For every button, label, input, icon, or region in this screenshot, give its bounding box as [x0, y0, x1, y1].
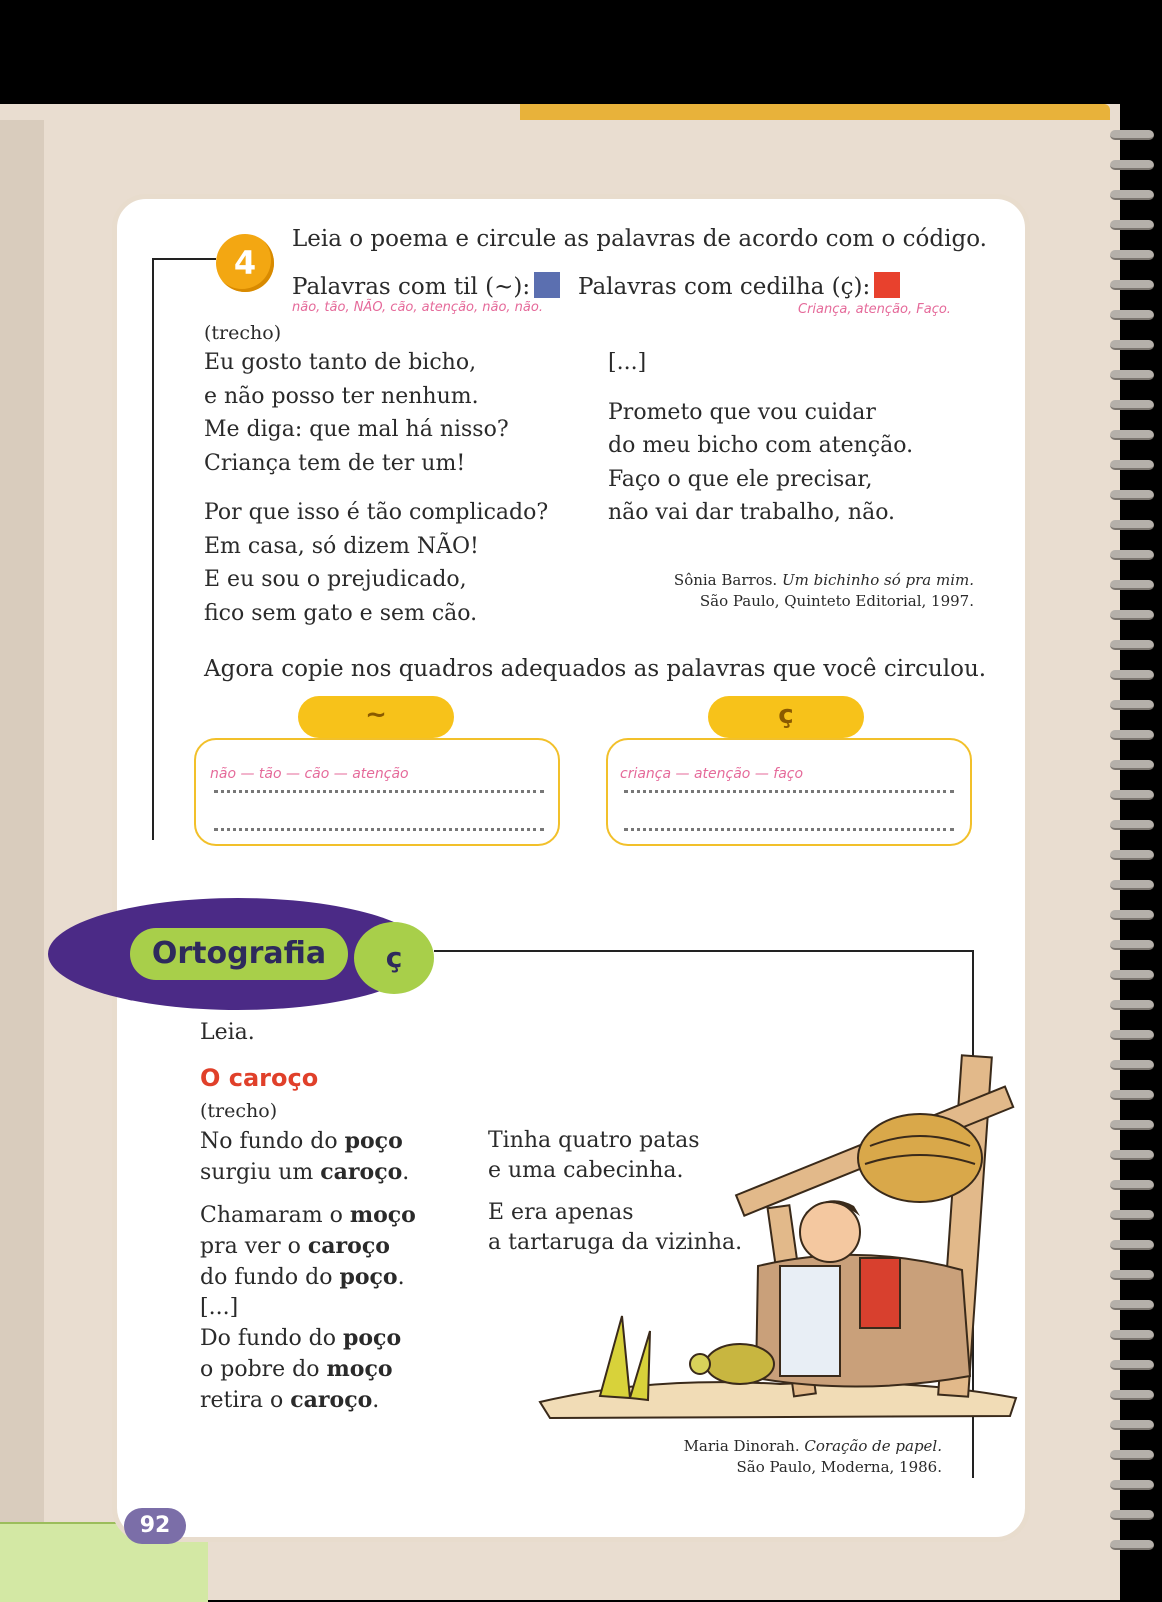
code-cedilha-label: Palavras com cedilha (ç): [578, 274, 871, 300]
spiral-ring [1110, 610, 1154, 620]
poem-right-column [608, 346, 988, 546]
poem-line: do meu bicho com atenção. [608, 433, 914, 458]
spiral-ring [1110, 1420, 1154, 1430]
til-box-label: ~ [298, 696, 454, 738]
poem-trecho: (trecho) [204, 322, 282, 344]
highlight-word: poço [344, 1128, 403, 1154]
spiral-ring [1110, 640, 1154, 650]
poem-title: O caroço [200, 1064, 319, 1092]
poem-text: o pobre do [200, 1357, 327, 1382]
poem-line: E era apenas [488, 1200, 634, 1225]
poem-text: Do fundo do [200, 1326, 343, 1351]
poem-line: E eu sou o prejudicado, [204, 567, 467, 592]
spiral-ring [1110, 220, 1154, 230]
poem2-left-column [200, 1126, 480, 1428]
writing-line [624, 790, 954, 793]
spiral-ring [1110, 820, 1154, 830]
copy-instruction: Agora copie nos quadros adequados as palavras que você circulou. [204, 656, 987, 682]
stanza [200, 1126, 480, 1188]
page-margin [0, 120, 44, 1600]
poem-text: retira o [200, 1388, 291, 1413]
spiral-binding [1102, 130, 1162, 1570]
spiral-ring [1110, 400, 1154, 410]
highlight-word: moço [349, 1202, 416, 1228]
spiral-ring [1110, 130, 1154, 140]
poem-text: Chamaram o [200, 1203, 350, 1228]
poem-ellipsis: [...] [608, 350, 647, 375]
ortografia-letter: ç [354, 922, 434, 994]
exercise-instruction: Leia o poema e circule as palavras de acordo com o código. [292, 226, 987, 252]
writing-line [214, 790, 544, 793]
spiral-ring [1110, 1000, 1154, 1010]
credit-publisher: São Paulo, Moderna, 1986. [736, 1458, 942, 1476]
exercise-bracket-top [152, 258, 216, 260]
spiral-ring [1110, 550, 1154, 560]
poem-ellipsis: [...] [200, 1295, 239, 1320]
credit-title: Um bichinho só pra mim. [781, 571, 974, 589]
code-til-label: Palavras com til (~): [292, 274, 531, 300]
page-top-strip [520, 104, 1110, 120]
spiral-ring [1110, 760, 1154, 770]
poem-text: pra ver o [200, 1234, 308, 1259]
credit-author: Maria Dinorah. [683, 1437, 800, 1455]
answer-cedilha-words: Criança, atenção, Faço. [798, 302, 951, 317]
spiral-ring [1110, 250, 1154, 260]
page-number-text: 92 [139, 1513, 171, 1538]
spiral-ring [1110, 790, 1154, 800]
poem-text: do fundo do [200, 1265, 340, 1290]
spiral-ring [1110, 700, 1154, 710]
spiral-ring [1110, 1390, 1154, 1400]
poem-line: Em casa, só dizem NÃO! [204, 533, 479, 559]
stanza [200, 1200, 480, 1416]
stanza [608, 396, 988, 530]
spiral-ring [1110, 520, 1154, 530]
stanza [204, 346, 584, 480]
poem-line: e uma cabecinha. [488, 1158, 684, 1183]
spiral-ring [1110, 1030, 1154, 1040]
spiral-ring [1110, 970, 1154, 980]
spiral-ring [1110, 1060, 1154, 1070]
spiral-ring [1110, 580, 1154, 590]
code-cedilha [578, 272, 900, 300]
spiral-ring [1110, 910, 1154, 920]
spiral-ring [1110, 430, 1154, 440]
spiral-ring [1110, 1180, 1154, 1190]
highlight-word: poço [343, 1325, 402, 1351]
poem-line: Me diga: que mal há nisso? [204, 417, 509, 442]
highlight-word: caroço [307, 1233, 390, 1259]
poem-left-column [204, 346, 584, 646]
credit-author: Sônia Barros. [673, 571, 778, 589]
highlight-word: caroço [290, 1387, 373, 1413]
cedilha-box-answer: criança — atenção — faço [620, 766, 804, 782]
spiral-ring [1110, 310, 1154, 320]
read-instruction: Leia. [200, 1020, 255, 1045]
spiral-ring [1110, 1210, 1154, 1220]
poem-line: fico sem gato e sem cão. [204, 600, 478, 626]
highlight-word: poço [339, 1264, 398, 1290]
spiral-ring [1110, 1480, 1154, 1490]
credit-publisher: São Paulo, Quinteto Editorial, 1997. [699, 592, 974, 610]
spiral-ring [1110, 730, 1154, 740]
poem-line: a tartaruga da vizinha. [488, 1230, 743, 1255]
exercise-number-badge: 4 [216, 234, 274, 292]
spiral-ring [1110, 1240, 1154, 1250]
poem-line: Criança tem de ter um! [204, 450, 466, 476]
spiral-ring [1110, 1270, 1154, 1280]
poem-text: surgiu um [200, 1160, 321, 1185]
spiral-ring [1110, 670, 1154, 680]
spiral-ring [1110, 850, 1154, 860]
poem-line: não vai dar trabalho, não. [608, 500, 896, 525]
section-rule [434, 950, 974, 952]
spiral-ring [1110, 880, 1154, 890]
spiral-ring [1110, 1090, 1154, 1100]
spiral-ring [1110, 1540, 1154, 1550]
cedilha-box-label: ç [708, 696, 864, 738]
spiral-ring [1110, 160, 1154, 170]
answer-til-words: não, tão, NÃO, cão, atenção, não, não. [292, 300, 543, 315]
spiral-ring [1110, 340, 1154, 350]
poem-text: . [402, 1160, 410, 1185]
well-illustration [530, 1046, 1026, 1422]
highlight-word: moço [326, 1356, 393, 1382]
poem-line: Eu gosto tanto de bicho, [204, 350, 477, 375]
spiral-ring [1110, 190, 1154, 200]
spiral-ring [1110, 940, 1154, 950]
spiral-ring [1110, 1120, 1154, 1130]
poem-line: Por que isso é tão complicado? [204, 500, 549, 525]
poem-line: Tinha quatro patas [488, 1128, 700, 1153]
writing-line [624, 828, 954, 831]
poem-line: e não posso ter nenhum. [204, 383, 479, 409]
stanza [204, 496, 584, 630]
spiral-ring [1110, 280, 1154, 290]
poem-line: Faço o que ele precisar, [608, 466, 873, 492]
poem-text: No fundo do [200, 1129, 345, 1154]
spiral-ring [1110, 460, 1154, 470]
spiral-ring [1110, 370, 1154, 380]
highlight-word: caroço [320, 1159, 403, 1185]
code-til [292, 272, 560, 300]
til-box-answer: não — tão — cão — atenção [210, 766, 409, 782]
writing-line [214, 828, 544, 831]
poem2-credit [560, 1436, 942, 1478]
spiral-ring [1110, 1150, 1154, 1160]
spiral-ring [1110, 1450, 1154, 1460]
credit-title: Coração de papel. [804, 1437, 942, 1455]
spiral-ring [1110, 1300, 1154, 1310]
exercise-bracket-left [152, 258, 154, 840]
poem-line: Prometo que vou cuidar [608, 399, 876, 425]
spiral-ring [1110, 1510, 1154, 1520]
spiral-ring [1110, 1360, 1154, 1370]
ortografia-title: Ortografia [130, 928, 348, 980]
poem-text: . [397, 1265, 405, 1290]
poem-text: . [372, 1388, 380, 1413]
red-swatch-icon [874, 272, 900, 298]
poem-trecho: (trecho) [200, 1100, 278, 1122]
page-number [124, 1508, 186, 1544]
spiral-ring [1110, 1330, 1154, 1340]
spiral-ring [1110, 490, 1154, 500]
blue-swatch-icon [534, 272, 560, 298]
poem-credit [560, 570, 974, 612]
